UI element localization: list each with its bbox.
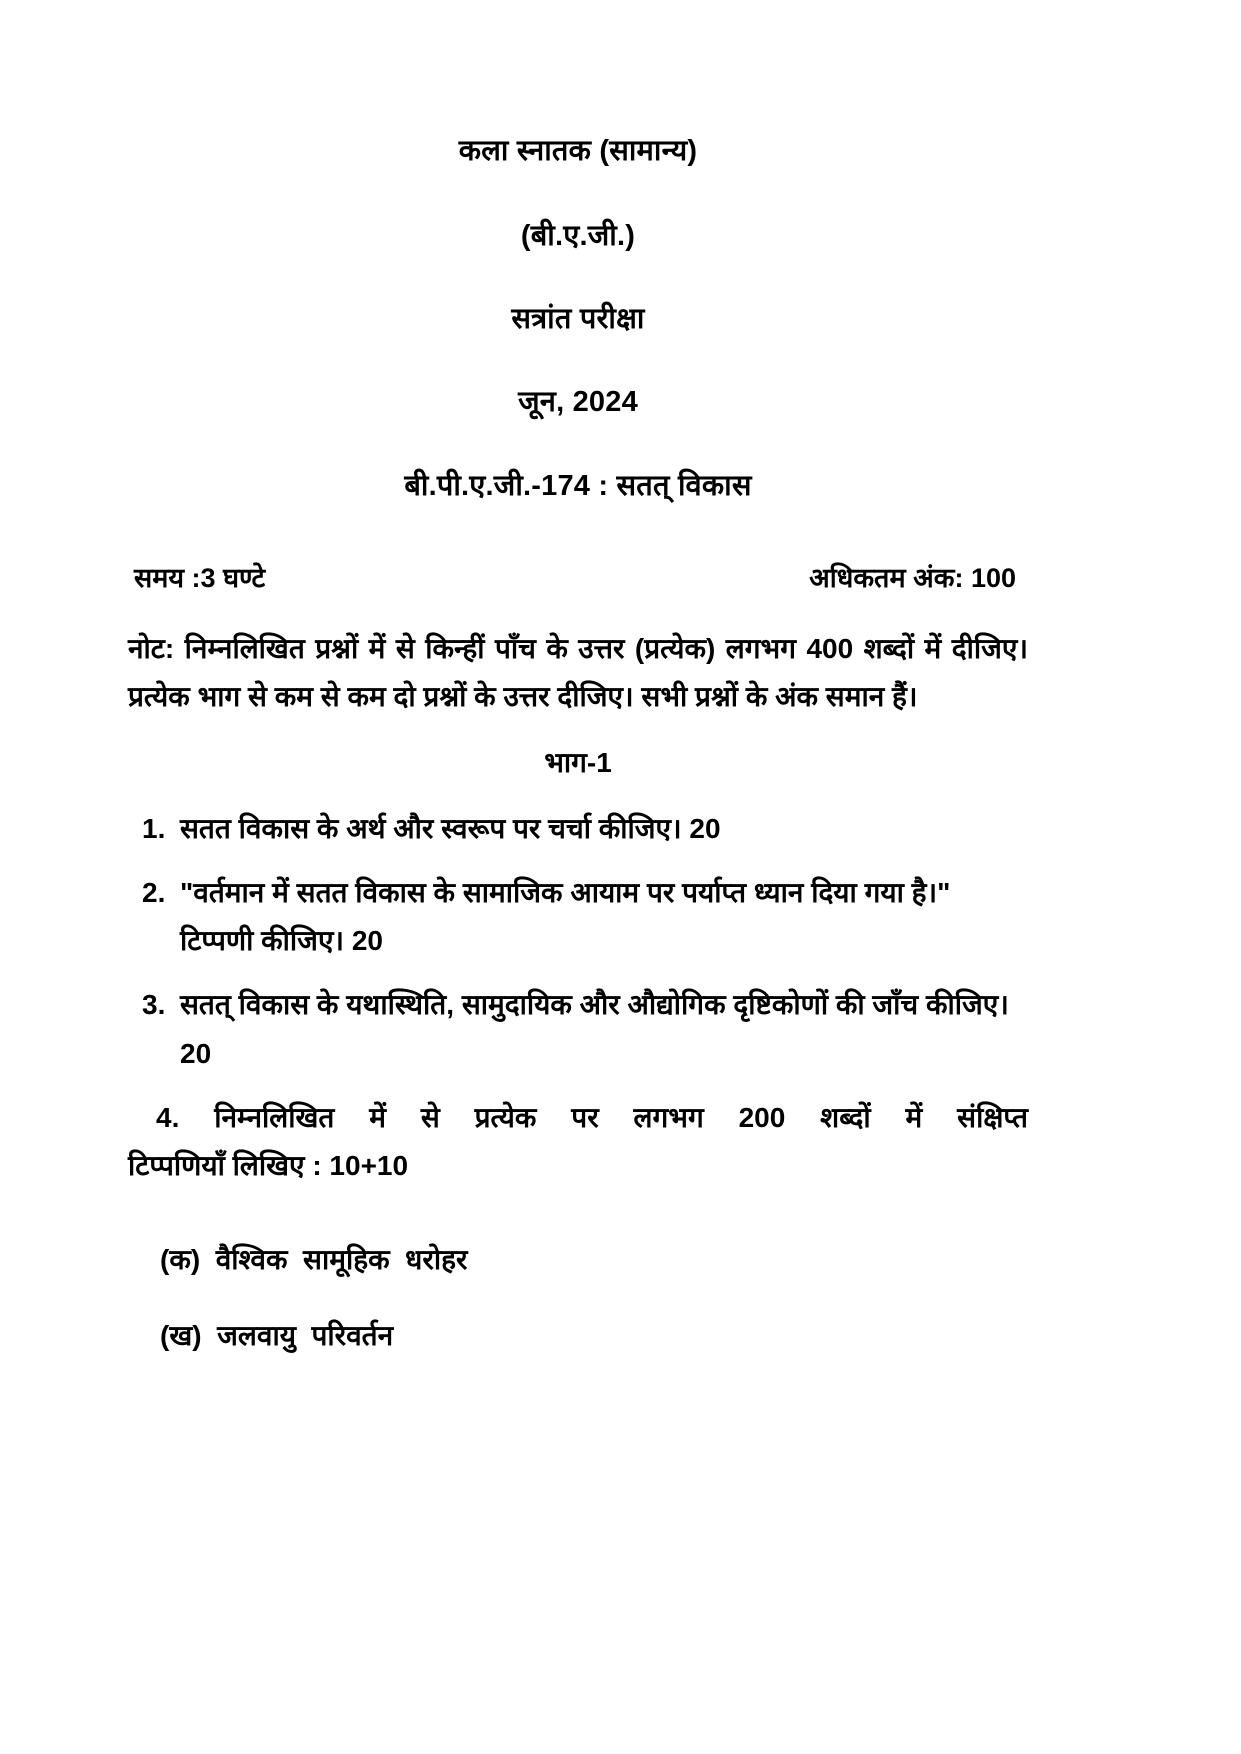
instructions-note: नोट: निम्नलिखित प्रश्नों में से किन्हीं पाँच के उत्तर (प्रत्येक) लगभग 400 शब्दों में दीजिए। प्रत्येक भाग से कम से कम दो प्रश्नों के उत्तर दीजिए। सभी प्रश्नों के अंक समान हैं। <box>128 632 1028 712</box>
question-text: सतत् विकास के यथास्थिति, सामुदायिक और औद्योगिक दृष्टिकोणों की जाँच कीजिए। 20 <box>180 989 1009 1069</box>
exam-meta-row <box>128 558 1028 595</box>
exam-type-heading: सत्रांत परीक्षा <box>511 303 645 336</box>
question-text: "वर्तमान में सतत विकास के सामाजिक आयाम पर पर्याप्त ध्यान दिया गया है।" टिप्पणी कीजिए। 20 <box>180 877 951 957</box>
question-item <box>128 805 1028 853</box>
question-four-line-one: 4. निम्नलिखित में से प्रत्येक पर लगभग 200 शब्दों में संक्षिप्त <box>156 1101 1028 1133</box>
degree-heading: कला स्नातक (सामान्य) <box>458 135 698 167</box>
question-number: 3. <box>142 989 166 1021</box>
question-four-line-two: टिप्पणियाँ लिखिए : 10+10 <box>128 1149 409 1181</box>
question-four <box>128 1094 1028 1190</box>
part-one-heading: भाग-1 <box>544 747 612 779</box>
question-text: सतत विकास के अर्थ और स्वरूप पर चर्चा कीजिए। 20 <box>180 813 721 845</box>
exam-session-heading: जून, 2024 <box>518 386 638 419</box>
maximum-marks-label: अधिकतम अंक: 100 <box>809 562 1016 593</box>
course-code-title-heading: बी.पी.ए.जी.-174 : सतत् विकास <box>404 469 752 502</box>
question-number: 2. <box>142 877 166 909</box>
question-list <box>128 805 1028 1078</box>
document-content <box>128 132 1028 1360</box>
question-item <box>128 869 1028 965</box>
question-item <box>128 981 1028 1077</box>
question-four-subitem-ka: (क) वैश्विक सामूहिक धरोहर <box>160 1244 468 1276</box>
degree-abbreviation-heading: (बी.ए.जी.) <box>520 220 636 253</box>
question-number: 1. <box>142 813 166 845</box>
question-four-subitem-kha: (ख) जलवायु परिवर्तन <box>160 1320 394 1352</box>
exam-duration-label: समय :3 घण्टे <box>134 562 266 593</box>
